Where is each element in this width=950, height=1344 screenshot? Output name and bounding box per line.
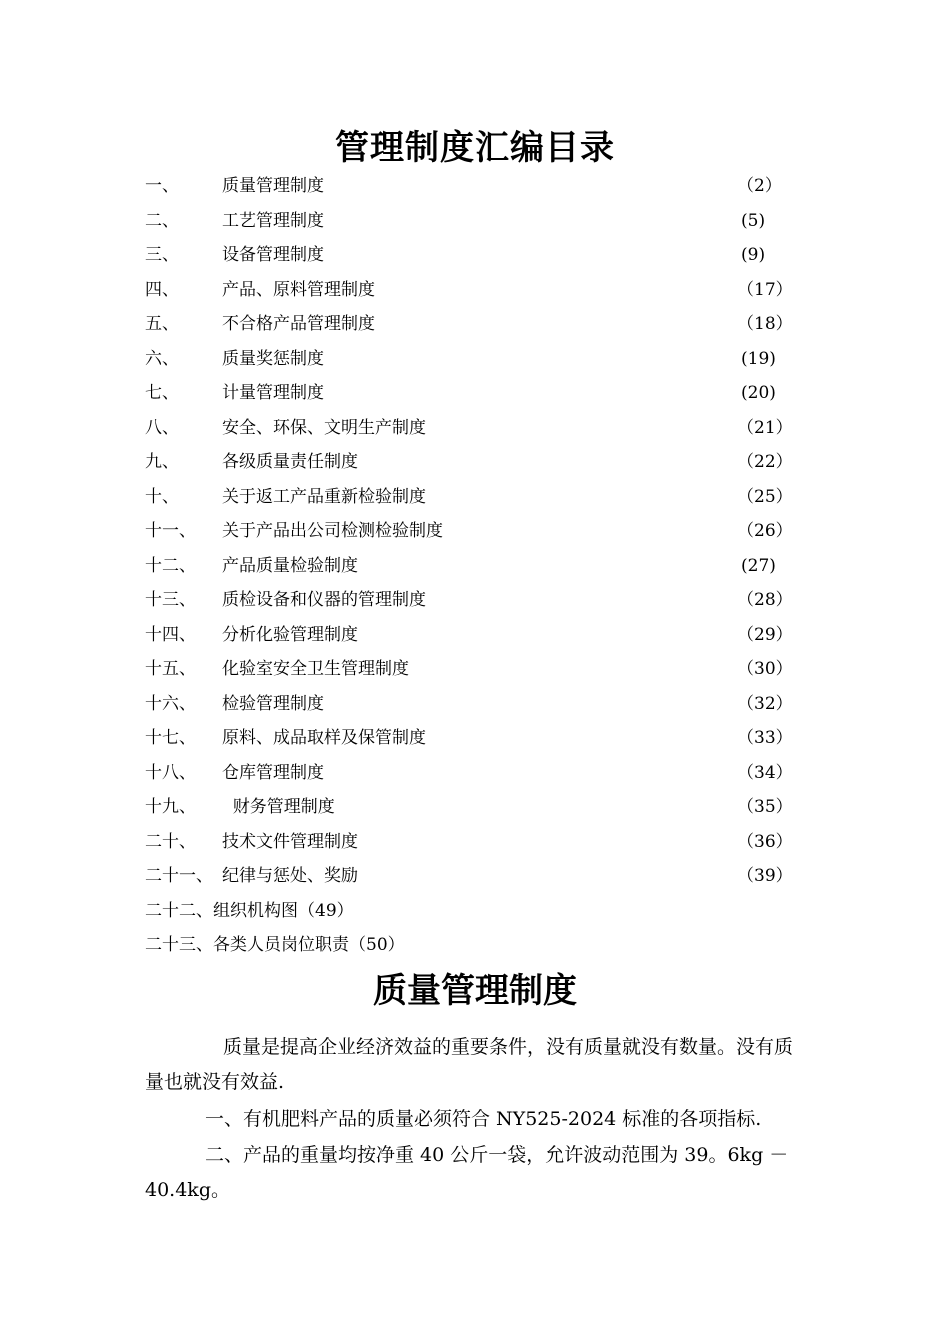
toc-entry-page: （33） — [737, 728, 793, 748]
toc-entry-number: 十七、 — [145, 728, 196, 748]
section-title: 质量管理制度 — [373, 971, 577, 1011]
toc-entry-number: 十四、 — [145, 624, 196, 645]
toc-entry — [145, 584, 805, 619]
toc-entry-title: 设备管理制度 — [222, 245, 324, 265]
toc-entry-number: 十九、 — [145, 797, 196, 817]
toc-entry-title: 各级质量责任制度 — [222, 452, 358, 472]
toc-entry — [145, 239, 805, 274]
toc-entry — [145, 791, 805, 826]
toc-entry-page: (20) — [741, 383, 776, 403]
toc-entry-title: 不合格产品管理制度 — [222, 314, 375, 334]
toc-entry-number: 九、 — [145, 452, 179, 472]
toc-entry-number: 二十一、 — [145, 866, 213, 886]
toc-entry-title: 技术文件管理制度 — [222, 831, 358, 852]
toc-entry-number: 十二、 — [145, 555, 196, 576]
toc-entry-page: （35） — [737, 797, 793, 817]
toc-entry — [145, 481, 805, 516]
toc-entry — [145, 343, 805, 378]
toc-entry-title: 工艺管理制度 — [222, 210, 324, 231]
toc-entry-title: 质量奖惩制度 — [222, 348, 324, 369]
toc-entry — [145, 619, 805, 654]
toc-entry-number: 八、 — [145, 417, 179, 438]
toc-entry-page: （22） — [737, 452, 793, 472]
toc-entry-title: 检验管理制度 — [222, 693, 324, 714]
toc-entry-page: （32） — [737, 693, 793, 714]
toc-entry-title: 财务管理制度 — [222, 797, 335, 817]
toc-entry-page: （29） — [737, 624, 793, 645]
toc-entry-number: 十三、 — [145, 590, 196, 610]
table-of-contents — [145, 170, 805, 964]
toc-entry-title: 计量管理制度 — [222, 383, 324, 403]
toc-entry — [145, 688, 805, 723]
toc-entry-page: （30） — [737, 659, 793, 679]
toc-entry-number: 三、 — [145, 245, 179, 265]
toc-entry-number: 五、 — [145, 314, 179, 334]
toc-entry — [145, 895, 805, 930]
toc-entry-number: 十八、 — [145, 762, 196, 783]
toc-entry-page: （18） — [737, 314, 793, 334]
toc-entry-title: 质检设备和仪器的管理制度 — [222, 590, 426, 610]
toc-entry-page: （26） — [737, 521, 793, 541]
toc-entry-title: 关于返工产品重新检验制度 — [222, 486, 426, 507]
toc-entry-number: 十一、 — [145, 521, 196, 541]
toc-entry-title: 纪律与惩处、奖励 — [222, 866, 358, 886]
toc-entry — [145, 515, 805, 550]
toc-entry — [145, 826, 805, 861]
paragraph-item-1: 一、有机肥料产品的质量必须符合 NY525-2024 标准的各项指标. — [205, 1108, 762, 1130]
toc-entry-number: 十五、 — [145, 659, 196, 679]
toc-entry — [145, 860, 805, 895]
toc-entry-page: (9) — [741, 245, 766, 265]
toc-entry — [145, 757, 805, 792]
toc-entry-number: 十六、 — [145, 693, 196, 714]
toc-entry — [145, 550, 805, 585]
paragraph-item-2: 二、产品的重量均按净重 40 公斤一袋，允许波动范围为 39。6kg －40.4kg。 — [145, 1144, 789, 1201]
toc-entry-number: 四、 — [145, 279, 179, 300]
toc-entry-page: (19) — [741, 348, 776, 369]
toc-entry — [145, 308, 805, 343]
toc-entry-title: 产品质量检验制度 — [222, 555, 358, 576]
toc-entry-page: （2） — [737, 176, 782, 196]
toc-entry-page: (27) — [741, 555, 776, 576]
toc-entry-number: 十、 — [145, 486, 179, 507]
toc-entry-title: 仓库管理制度 — [222, 762, 324, 783]
toc-entry-page: （34） — [737, 762, 793, 783]
toc-title: 管理制度汇编目录 — [335, 128, 615, 168]
toc-entry-number: 一、 — [145, 176, 179, 196]
toc-entry-title: 二十三、各类人员岗位职责（50） — [145, 935, 405, 955]
toc-entry-title: 关于产品出公司检测检验制度 — [222, 521, 443, 541]
toc-entry — [145, 377, 805, 412]
toc-entry — [145, 170, 805, 205]
toc-entry-title: 原料、成品取样及保管制度 — [222, 728, 426, 748]
toc-entry-number: 二十、 — [145, 831, 196, 852]
paragraph-intro: 质量是提高企业经济效益的重要条件，没有质量就没有数量。没有质量也就没有效益. — [145, 1036, 794, 1093]
toc-entry-number: 二、 — [145, 210, 179, 231]
toc-entry — [145, 653, 805, 688]
toc-entry — [145, 274, 805, 309]
toc-entry-title: 质量管理制度 — [222, 176, 324, 196]
toc-entry-page: （28） — [737, 590, 793, 610]
toc-entry-number: 六、 — [145, 348, 179, 369]
toc-entry-page: (5) — [741, 210, 766, 231]
toc-entry-title: 产品、原料管理制度 — [222, 279, 375, 300]
toc-entry — [145, 205, 805, 240]
toc-entry-page: （39） — [737, 866, 793, 886]
toc-entry-page: （36） — [737, 831, 793, 852]
toc-entry-number: 七、 — [145, 383, 179, 403]
toc-entry-page: （17） — [737, 279, 793, 300]
toc-entry-page: （21） — [737, 417, 793, 438]
toc-entry — [145, 446, 805, 481]
toc-entry-title: 分析化验管理制度 — [222, 624, 358, 645]
toc-entry — [145, 929, 805, 964]
toc-entry-title: 安全、环保、文明生产制度 — [222, 417, 426, 438]
toc-entry — [145, 412, 805, 447]
toc-entry — [145, 722, 805, 757]
toc-entry-title: 化验室安全卫生管理制度 — [222, 659, 409, 679]
toc-entry-title: 二十二、组织机构图（49） — [145, 900, 354, 921]
toc-entry-page: （25） — [737, 486, 793, 507]
